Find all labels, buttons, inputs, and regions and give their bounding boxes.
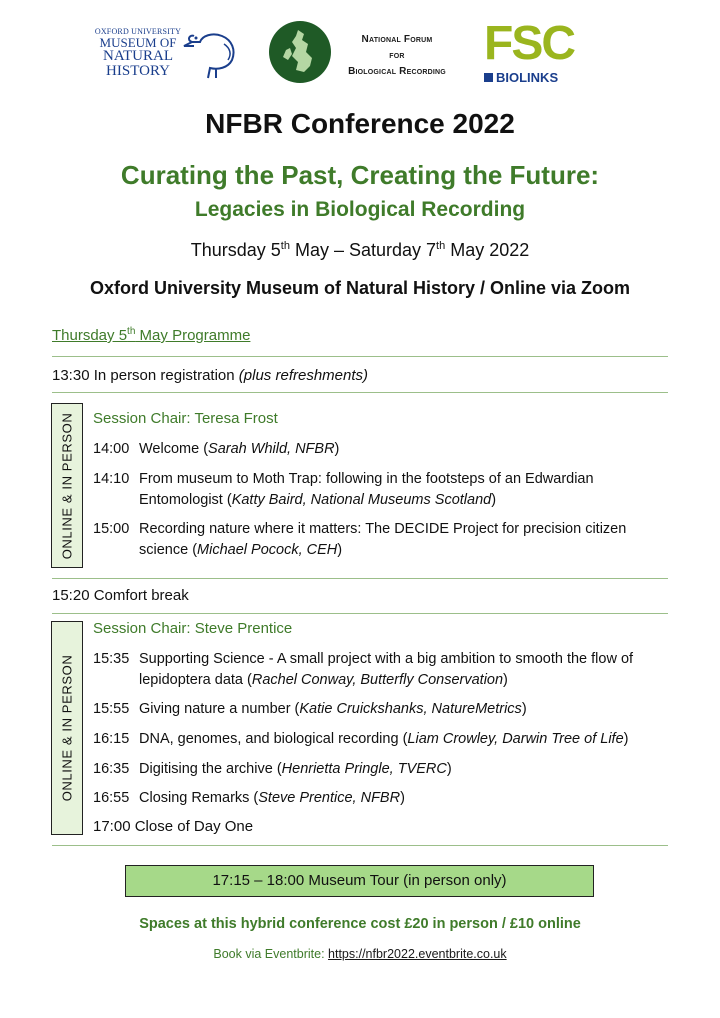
divider	[52, 578, 668, 579]
nfbr-badge-icon	[268, 20, 332, 84]
dodo-icon	[182, 26, 240, 84]
square-icon	[484, 73, 493, 82]
list-item: 15:55 Giving nature a number (Katie Cruickshanks, NatureMetrics)	[93, 701, 527, 717]
list-item: 16:15 DNA, genomes, and biological recording (Liam Crowley, Darwin Tree of Life)	[93, 731, 629, 747]
conference-dates: Thursday 5th May – Saturday 7th May 2022	[190, 240, 530, 260]
oumnh-logo-line2: MUSEUM OF	[99, 35, 177, 50]
fsc-logo-letters: FSC	[484, 17, 574, 70]
conference-venue: Oxford University Museum of Natural History / Online via Zoom	[89, 278, 631, 298]
comfort-break: 15:20 Comfort break	[52, 587, 189, 604]
fsc-biolinks-logo	[484, 17, 594, 86]
list-item: 15:00 Recording nature where it matters: The DECIDE Project for precision citizen science (Michael Pocock, CEH)	[93, 521, 627, 558]
oumnh-logo-line1: OXFORD UNIVERSITY	[94, 27, 182, 36]
fsc-logo-sub: BIOLINKS	[496, 70, 559, 85]
museum-tour-box: 17:15 – 18:00 Museum Tour (in person only)	[125, 865, 594, 897]
session1-mode-label: ONLINE & IN PERSON	[51, 403, 83, 568]
divider	[52, 845, 668, 846]
divider	[52, 613, 668, 614]
nfbr-logo-line2: for	[389, 50, 405, 61]
conference-theme: Curating the Past, Creating the Future:	[120, 160, 600, 190]
nfbr-logo-text	[334, 32, 460, 80]
eventbrite-link[interactable]: https://nfbr2022.eventbrite.co.uk	[328, 947, 507, 961]
divider	[52, 392, 668, 393]
oumnh-logo-line3: NATURAL	[103, 48, 173, 64]
nfbr-logo-line3: Biological Recording	[348, 66, 446, 77]
booking-line: Book via Eventbrite: https://nfbr2022.eventbrite.co.uk	[213, 947, 507, 961]
divider	[52, 356, 668, 357]
nfbr-logo-line1: National Forum	[361, 34, 433, 45]
list-item: 16:35 Digitising the archive (Henrietta Pringle, TVERC)	[93, 761, 452, 777]
list-item: 14:00 Welcome (Sarah Whild, NFBR)	[93, 441, 340, 457]
list-item: 15:35 Supporting Science - A small project with a big ambition to smooth the flow of lepidoptera data (Rachel Conway, Butterfly Conservation)	[93, 651, 634, 688]
list-item: 16:55 Closing Remarks (Steve Prentice, NFBR)	[93, 790, 405, 806]
session1-chair: Session Chair: Teresa Frost	[93, 410, 278, 427]
conference-subtheme: Legacies in Biological Recording	[194, 198, 526, 221]
list-item: 14:10 From museum to Moth Trap: following in the footsteps of an Edwardian Entomologist (Katty Baird, National Museums Scotland)	[93, 471, 594, 508]
oumnh-logo	[92, 24, 242, 86]
day-end: 17:00 Close of Day One	[93, 818, 254, 835]
session2-chair: Session Chair: Steve Prentice	[93, 620, 293, 637]
registration-row: 13:30 In person registration (plus refreshments)	[52, 367, 369, 384]
pricing-text: Spaces at this hybrid conference cost £20 in person / £10 online	[139, 916, 581, 932]
page-title: NFBR Conference 2022	[205, 108, 515, 139]
oumnh-logo-line4: HISTORY	[106, 63, 170, 79]
day-heading: Thursday 5th May Programme	[52, 326, 251, 344]
session2-mode-label: ONLINE & IN PERSON	[51, 621, 83, 835]
